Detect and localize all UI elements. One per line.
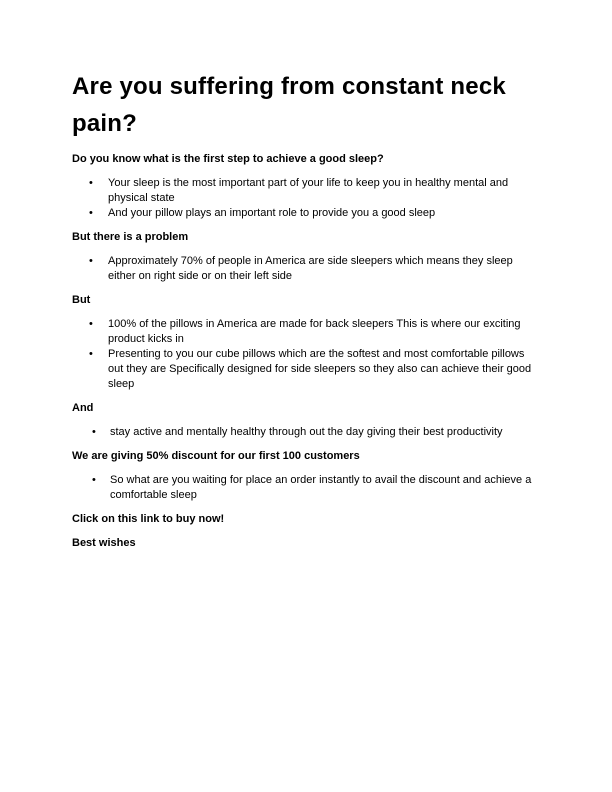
list-item: [72, 206, 542, 221]
bullet-icon: •: [89, 207, 93, 219]
section-problem: [72, 230, 542, 284]
bullet-list: [72, 176, 542, 221]
list-item-text: stay active and mentally healthy through out the day giving their best productivity: [110, 426, 503, 438]
bullet-icon: •: [92, 426, 96, 438]
list-item: [72, 347, 542, 392]
list-item-text: So what are you waiting for place an order instantly to avail the discount and achieve a comfortable sleep: [110, 474, 532, 501]
section-and: [72, 401, 542, 440]
section-first-step: [72, 152, 542, 221]
bullet-icon: •: [89, 318, 93, 330]
list-item: [72, 254, 542, 284]
list-item: [72, 473, 542, 503]
bullet-icon: •: [89, 255, 93, 267]
bullet-icon: •: [89, 348, 93, 360]
list-item-text: Presenting to you our cube pillows which are the softest and most comfortable pillows out they are Specifically designed for side sleepers so they also can achieve their good sleep: [108, 348, 532, 390]
bullet-list: [72, 473, 542, 503]
list-item: [72, 425, 542, 440]
section-heading: And: [72, 402, 94, 414]
section-but: [72, 293, 542, 392]
list-item: [72, 317, 542, 347]
closing-signoff: Best wishes: [72, 537, 136, 549]
call-to-action-link[interactable]: Click on this link to buy now!: [72, 513, 225, 525]
list-item-text: 100% of the pillows in America are made for back sleepers This is where our exciting product kicks in: [108, 318, 521, 345]
list-item-text: And your pillow plays an important role to provide you a good sleep: [108, 207, 436, 219]
list-item-text: Your sleep is the most important part of your life to keep you in healthy mental and physical state: [108, 177, 509, 204]
bullet-list: [72, 425, 542, 440]
bullet-list: [72, 317, 542, 392]
section-discount: [72, 449, 542, 503]
section-heading: Do you know what is the first step to achieve a good sleep?: [72, 153, 384, 165]
bullet-icon: •: [89, 177, 93, 189]
bullet-list: [72, 254, 542, 284]
section-heading: But: [72, 294, 91, 306]
page-title: Are you suffering from constant neck pain?: [72, 73, 506, 137]
document-page: [72, 68, 542, 560]
list-item: [72, 176, 542, 206]
list-item-text: Approximately 70% of people in America are side sleepers which means they sleep either on right side or on their left side: [108, 255, 513, 282]
section-heading: But there is a problem: [72, 231, 189, 243]
bullet-icon: •: [92, 474, 96, 486]
section-heading: We are giving 50% discount for our first 100 customers: [72, 450, 360, 462]
